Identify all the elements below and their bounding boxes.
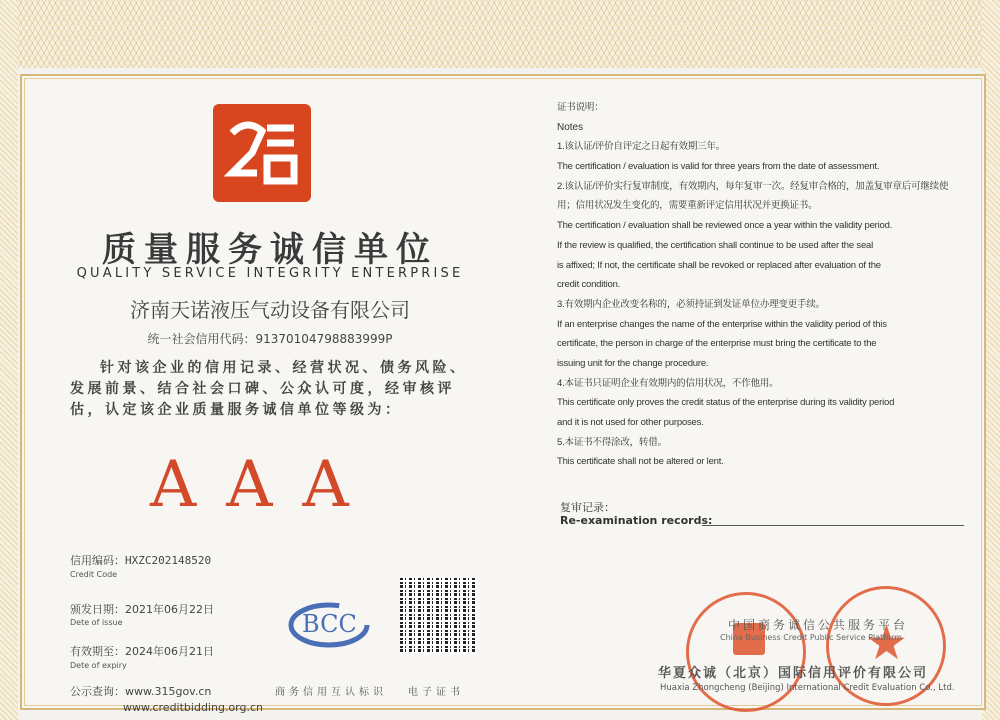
issue-date-en: Dete of issue bbox=[70, 618, 123, 627]
certificate-title-en: QUALITY SERVICE INTEGRITY ENTERPRISE bbox=[76, 266, 464, 281]
statement: 针对该企业的信用记录、经营状况、债务风险、发展前景、结合社会口碑、公众认可度，经审核评估，认定该企业质量服务诚信单位等级为： bbox=[70, 360, 468, 418]
note-line: This certificate shall not be altered or lent. bbox=[557, 456, 724, 468]
note-line: 4.本证书只证明企业有效期内的信用状况，不作他用。 bbox=[557, 377, 779, 389]
issuer-name: 华夏众诚（北京）国际信用评价有限公司 bbox=[658, 666, 929, 681]
note-line: certificate, the person in charge of the enterprise must bring the certificate to the bbox=[557, 338, 877, 350]
qr-caption: 电子证书 bbox=[408, 687, 464, 698]
issue-date: 颁发日期：2021年06月22日 bbox=[70, 603, 214, 616]
notes bbox=[557, 98, 975, 472]
reexam-label: 复审记录： bbox=[560, 501, 615, 514]
bcc-caption: 商务信用互认标识 bbox=[275, 687, 387, 698]
bcc-logo bbox=[288, 598, 370, 652]
notes-heading: 证书说明： bbox=[557, 102, 604, 113]
guilloche-border-left bbox=[0, 0, 18, 720]
note-line: is affixed; If not, the certificate shall be revoked or replaced after evaluation of the bbox=[557, 259, 881, 271]
note-line: 用；信用状况发生变化的，需要重新评定信用状况并更换证书。 bbox=[557, 200, 818, 212]
unified-credit-code: 统一社会信用代码：91370104798883999P bbox=[147, 332, 393, 346]
credit-code: 信用编码：HXZC202148520 bbox=[70, 554, 212, 567]
guilloche-border-top bbox=[0, 0, 1000, 68]
qr-code[interactable] bbox=[400, 578, 476, 654]
query-site: 公示查询：www.315gov.cn bbox=[70, 685, 212, 698]
grade: AAA bbox=[150, 448, 379, 522]
platform-seal bbox=[686, 592, 806, 712]
notes-heading-en: Notes bbox=[557, 121, 584, 133]
note-line: 3.有效期内企业改变名称的，必须持证到发证单位办理变更手续。 bbox=[557, 298, 825, 310]
note-line: issuing unit for the change procedure. bbox=[557, 357, 709, 369]
bcc-logo-text: BCC bbox=[302, 610, 357, 638]
note-line: 5.本证书不得涂改，转借。 bbox=[557, 436, 667, 448]
note-line: The certification / evaluation shall be reviewed once a year within the validity period. bbox=[557, 220, 893, 232]
expiry-date-en: Dete of expiry bbox=[70, 661, 127, 670]
platform-name: 中国商务诚信公共服务平台 bbox=[728, 618, 909, 632]
platform-name-en: China Business Credit Public Service Platform bbox=[720, 633, 902, 642]
note-line: If an enterprise changes the name of the enterprise within the validity period of this bbox=[557, 318, 887, 330]
query-site-2: www.creditbidding.org.cn bbox=[123, 701, 263, 714]
note-line: 1.该认证/评价自评定之日起有效期三年。 bbox=[557, 141, 726, 153]
note-line: credit condition. bbox=[557, 279, 621, 291]
note-line: 2.该认证/评价实行复审制度，有效期内，每年复审一次。经复审合格的，加盖复审章后可继续使 bbox=[557, 180, 949, 192]
credit-logo-icon bbox=[213, 104, 311, 202]
reexam-line bbox=[702, 525, 964, 526]
note-line: The certification / evaluation is valid for three years from the date of assessment. bbox=[557, 161, 880, 173]
star-icon: ★ bbox=[865, 615, 909, 671]
reexam-label-en: Re-examination records: bbox=[560, 514, 713, 527]
note-line: and it is not used for other purposes. bbox=[557, 417, 704, 428]
credit-code-en: Credit Code bbox=[70, 570, 118, 579]
company-name: 济南天诺液压气动设备有限公司 bbox=[130, 298, 410, 322]
expiry-date: 有效期至：2024年06月21日 bbox=[70, 645, 214, 658]
note-line: If the review is qualified, the certification shall continue to be used after the seal bbox=[557, 239, 874, 251]
issuer-name-en: Huaxia Zhongcheng (Beijing) International Credit Evaluation Co., Ltd. bbox=[660, 683, 955, 693]
note-line: This certificate only proves the credit status of the enterprise during its validity period bbox=[557, 397, 895, 409]
certificate-title: 质量服务诚信单位 bbox=[102, 230, 438, 270]
